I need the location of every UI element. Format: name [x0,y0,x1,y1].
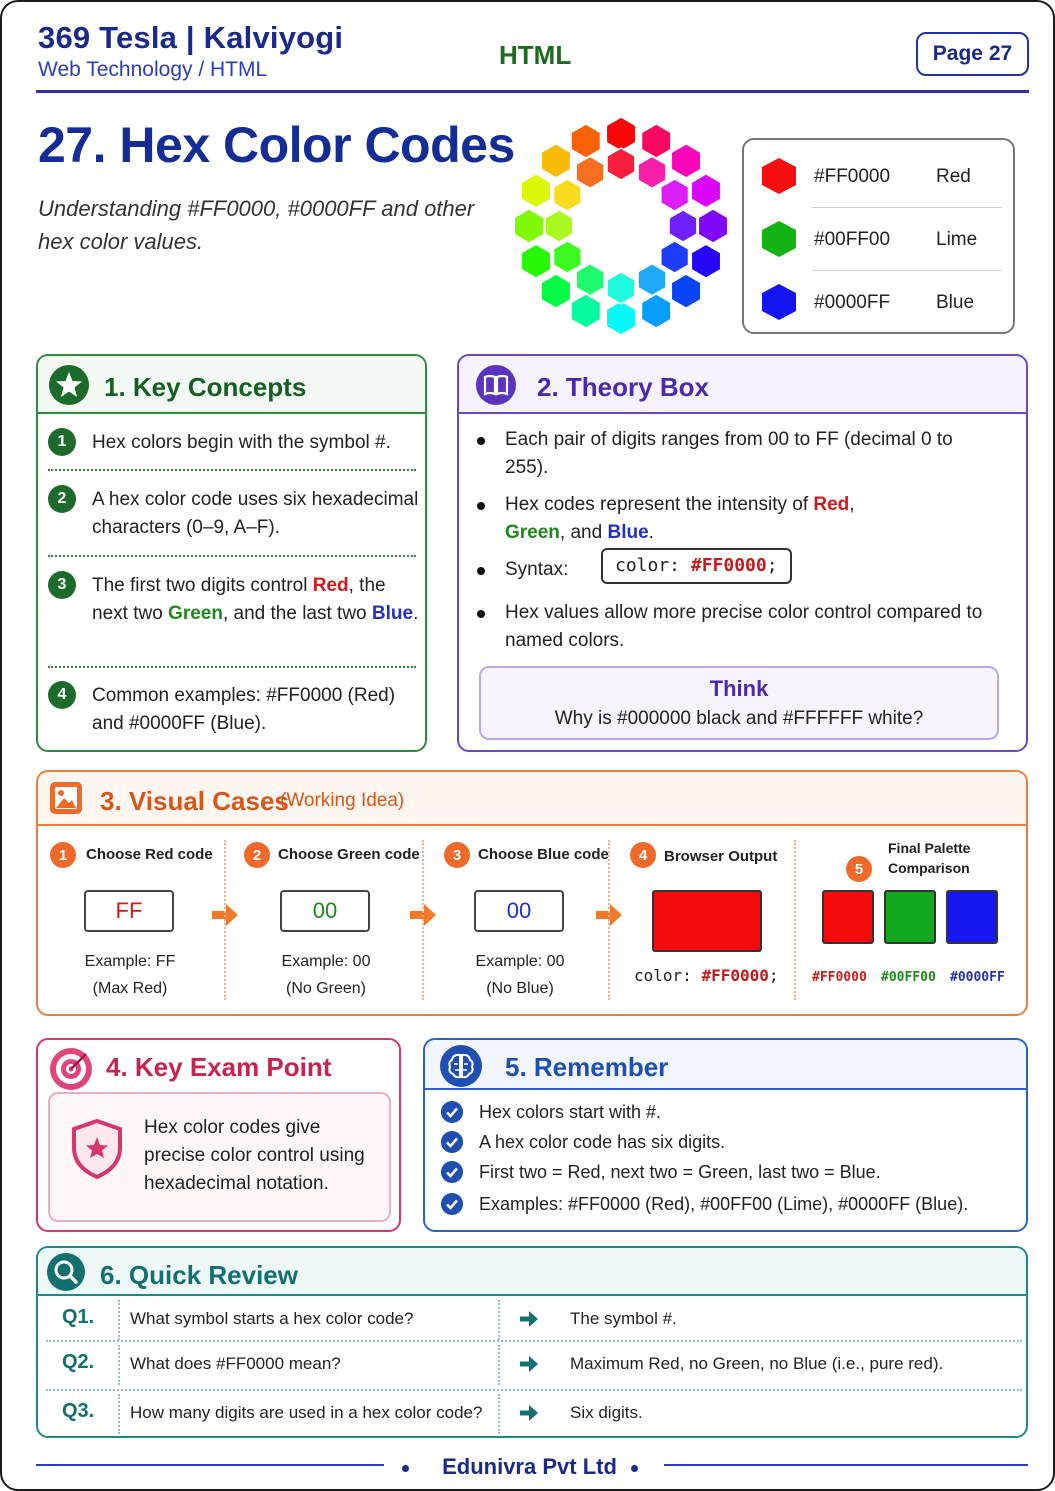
page-subtitle: Understanding #FF0000, #0000FF and other hex color values. [38,196,475,254]
theory-text: Hex values allow more precise color control compared to named colors. [505,602,983,651]
wheel-hexagon [521,244,550,278]
quick-review-header [38,1248,1026,1296]
wheel-hexagon [669,210,697,242]
arrow-right-icon [520,1405,538,1421]
dotted-divider [224,840,226,1000]
text-run: The first two digits control [92,575,313,596]
brain-icon [439,1044,483,1088]
theory-card [457,354,1028,752]
bullet-dot [477,502,485,510]
exam-point-text: Hex color codes give precise color control using hexadecimal notation. [144,1117,365,1194]
code-value: #FF0000 [690,555,767,576]
syntax-code [601,548,792,584]
dotted-divider [498,1300,500,1340]
subject-label: HTML [499,40,572,70]
magnifier-icon [46,1252,86,1292]
step-label [888,838,970,878]
check-icon [441,1193,463,1215]
dotted-divider [118,1300,120,1340]
quick-review-title: 6. Quick Review [100,1260,298,1290]
remember-header [425,1040,1026,1090]
review-row [38,1341,1026,1389]
wheel-hexagon [607,148,635,180]
wheel-hexagon [541,144,571,178]
exam-point-card [36,1038,401,1232]
palette-swatch-blue [946,890,998,944]
text-run: , and [559,522,608,543]
text-run: , the next two [92,575,386,624]
key-concepts-card [36,354,427,752]
image-icon [48,780,84,816]
wheel-hexagon [514,209,543,243]
step-number: 3 [444,842,470,868]
arrow-right-icon [520,1311,538,1327]
example-note: (No Green) [285,980,367,997]
code-prop: color: [634,966,702,985]
concept-text: Hex colors begin with the symbol #. [92,432,391,453]
answer-text: Maximum Red, no Green, no Blue (i.e., pure red). [570,1354,944,1373]
dotted-divider [498,1345,500,1385]
concept-text [92,572,422,628]
key-concepts-header [38,356,425,414]
example-text [256,948,396,1002]
step-red [48,826,218,1016]
check-icon [441,1161,463,1183]
step-label: Choose Red code [86,846,213,863]
red-word: Red [813,494,850,515]
wheel-hexagon [691,244,720,278]
step-number: 1 [50,842,76,868]
remember-text: Examples: #FF0000 (Red), #00FF00 (Lime), #0000FF (Blue). [479,1194,969,1214]
code-box: FF [84,890,174,932]
think-box [479,666,999,740]
review-row [38,1390,1026,1438]
theory-bullet [477,556,1007,586]
think-question: Why is #000000 black and #FFFFFF white? [554,708,924,729]
dotted-divider [498,1394,500,1434]
wheel-hexagon [698,209,727,243]
exam-point-box [48,1092,391,1222]
wheel-hexagon [541,274,571,308]
green-word: Green [168,603,223,624]
example-note: (No Blue) [486,980,554,997]
question-number: Q1. [62,1306,95,1328]
step-blue [442,826,612,1016]
swatch-code: #FF0000 [814,166,891,187]
dotted-divider [48,469,416,471]
question-number: Q3. [62,1400,95,1422]
exam-point-title: 4. Key Exam Point [106,1052,332,1082]
dotted-divider [608,840,610,1000]
code-value: #FF0000 [701,966,769,985]
red-word: Red [312,575,349,596]
question-text: How many digits are used in a hex color code? [130,1403,483,1422]
example-line: Example: FF [84,953,176,970]
book-icon [475,364,517,406]
key-concepts-title: 1. Key Concepts [104,372,307,402]
text-run: Hex codes represent the intensity of [505,494,814,515]
example-line: Example: 00 [475,953,565,970]
concept-text: Common examples: #FF0000 (Red) and #0000FF (Blue). [92,685,396,734]
step-label: Choose Blue code [478,846,609,863]
example-text [60,948,200,1002]
remember-title: 5. Remember [505,1052,669,1082]
swatch-row [744,144,1013,206]
dotted-divider [48,666,416,668]
footer-line-right [664,1464,1028,1466]
wheel-hexagon [606,301,635,335]
text-run: , [849,494,855,515]
palette-swatch-green [884,890,936,944]
palette-label-line: Final Palette [888,840,971,856]
remember-text: A hex color code has six digits. [479,1132,726,1152]
step-palette [808,826,1024,1016]
dotted-divider [118,1394,120,1434]
step-number: 2 [244,842,270,868]
step-green [242,826,422,1016]
text-run: . [413,603,419,624]
swatch-name: Blue [936,292,975,313]
bullet-dot [477,610,485,618]
check-icon [441,1131,463,1153]
blue-word: Blue [371,603,414,624]
palette-label-line: Comparison [888,860,970,876]
dotted-divider [422,840,424,1000]
syntax-label: Syntax: [505,559,569,580]
lime-hexagon-icon [762,221,796,257]
theory-header [459,356,1026,414]
visual-cases-title: 3. Visual Cases [100,786,289,816]
code-box: 00 [280,890,370,932]
example-line: Example: 00 [281,953,371,970]
code-prop: color: [615,555,691,576]
blue-word: Blue [607,522,649,543]
swatch-row [744,207,1013,269]
swatch-code: #00FF00 [814,229,891,250]
step-number: 4 [630,842,656,868]
step-number: 5 [846,856,872,882]
wheel-hexagon [554,241,582,273]
concept-number: 3 [48,571,76,599]
theory-title: 2. Theory Box [537,372,709,402]
red-hexagon-icon [762,158,796,194]
code-end: ; [766,555,778,576]
theory-text: Each pair of digits ranges from 00 to FF (decimal 0 to 255). [505,429,953,478]
breadcrumb: Web Technology / HTML [38,58,268,81]
text-run: , and the last two [222,603,372,624]
step-label: Browser Output [664,848,778,865]
palette-code-red: #FF0000 [812,970,867,985]
bullet-dot [477,437,485,445]
step-label: Choose Green code [278,846,420,863]
visual-cases-card [36,770,1028,1016]
page-number-badge: Page 27 [916,32,1029,76]
concept-number: 1 [48,428,76,456]
review-row [38,1296,1026,1344]
quick-review-card [36,1246,1028,1438]
visual-cases-subtitle: (Working Idea) [280,790,405,811]
answer-text: The symbol #. [570,1309,677,1328]
wheel-hexagon [638,156,666,188]
wheel-hexagon [606,117,635,151]
star-icon [48,364,90,406]
wheel-hexagon [671,274,701,308]
example-note: (Max Red) [92,980,168,997]
target-icon [48,1046,94,1092]
green-word: Green [505,522,560,543]
wheel-hexagon [576,156,604,188]
question-text: What does #FF0000 mean? [130,1354,341,1373]
wheel-hexagon [661,241,689,273]
arrow-right-icon [520,1356,538,1372]
browser-output-swatch [652,890,762,952]
wheel-hexagon [642,124,671,158]
palette-code-blue: #0000FF [950,970,1005,985]
think-title: Think [709,676,769,701]
wheel-hexagon [691,174,720,208]
swatch-name: Red [936,166,971,187]
dotted-divider [794,840,796,1000]
swatch-code: #0000FF [814,292,891,313]
swatch-card [742,138,1015,334]
footer-dot [631,1465,638,1472]
wheel-hexagon [661,179,689,211]
page-title: 27. Hex Color Codes [38,117,515,173]
wheel-hexagon [571,294,600,328]
remember-text: First two = Red, next two = Green, last two = Blue. [479,1162,881,1182]
question-number: Q2. [62,1351,95,1373]
shield-star-icon [70,1118,124,1180]
footer-company: Edunivra Pvt Ltd [442,1454,617,1479]
swatch-hex-shape [762,284,796,320]
swatch-row [744,270,1013,332]
wheel-hexagon [638,264,666,296]
swatch-hex-shape [762,221,796,257]
question-text: What symbol starts a hex color code? [130,1309,414,1328]
code-box: 00 [474,890,564,932]
code-end: ; [768,966,779,985]
swatch-name: Lime [936,229,978,250]
wheel-hexagon [545,210,573,242]
concept-text: A hex color code uses six hexadecimal characters (0–9, A–F). [92,489,419,538]
dotted-divider [48,555,416,557]
color-wheel-icon [508,114,734,338]
remember-text: Hex colors start with #. [479,1102,662,1122]
wheel-hexagon [521,174,550,208]
answer-text: Six digits. [570,1403,643,1422]
palette-code-green: #00FF00 [881,970,936,985]
palette-swatch-red [822,890,874,944]
remember-card [423,1038,1028,1232]
wheel-hexagon [642,294,671,328]
visual-cases-header [38,772,1026,826]
wheel-hexagon [671,144,701,178]
brand-title: 369 Tesla | Kalviyogi [38,20,344,55]
output-code [634,966,779,985]
theory-text [505,491,985,547]
wheel-hexagon [576,264,604,296]
concept-number: 4 [48,681,76,709]
text-run: . [648,522,654,543]
wheel-hexagon [571,124,600,158]
bullet-dot [477,567,485,575]
wheel-hexagon [554,179,582,211]
concept-number: 2 [48,485,76,513]
header-divider [36,90,1029,93]
dotted-divider [118,1345,120,1385]
blue-hexagon-icon [762,284,796,320]
example-text [450,948,590,1002]
check-icon [441,1101,463,1123]
step-output [628,826,788,1016]
swatch-hex-shape [762,158,796,194]
wheel-hexagon [607,272,635,304]
